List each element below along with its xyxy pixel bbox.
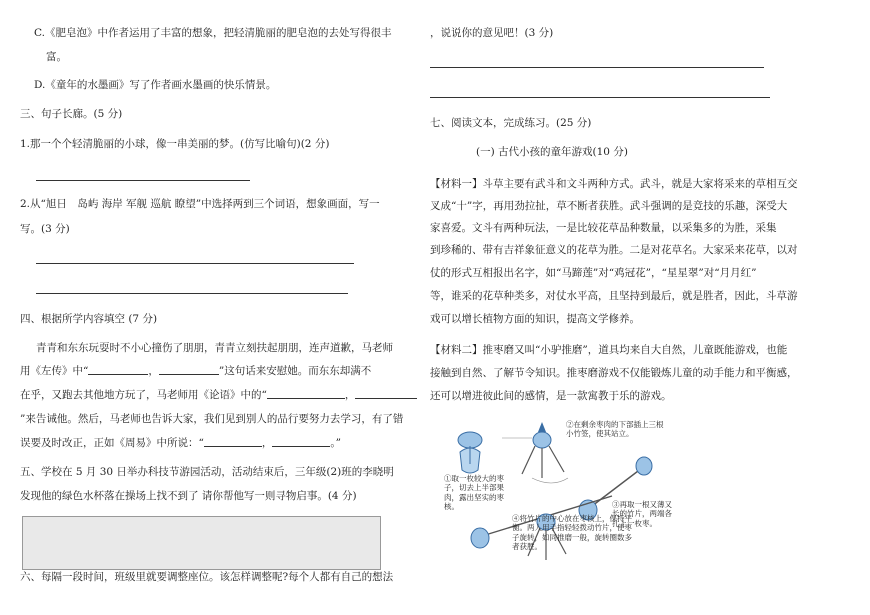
fill-blank-5[interactable] [204, 436, 262, 447]
figure-note-3: ③再取一根又薄又长的竹片，两端各扎上一枚枣。 [612, 500, 672, 528]
answer-box-notice[interactable] [22, 516, 381, 570]
fill-blank-4[interactable] [355, 388, 417, 399]
fill-blank-2[interactable] [159, 364, 219, 375]
material-1-line4: 到珍稀的、带有吉祥象征意义的花草为胜。二是对花草名。大家采来花草，以对 [430, 244, 798, 256]
figure-note-4: ④将竹片的中心放在枣核上，保持平衡。两人用手指轻轻拨动竹片，使枣子旋转，如同推磨一般，旋转圈数多者获胜。 [512, 514, 632, 552]
section-4-para-line5: 误要及时改正，正如《周易》中所说：“ ， 。” [20, 437, 341, 449]
section-3-q2-line2: 写。(3 分) [20, 223, 70, 235]
material-1-line3: 家喜爱。文斗有两种玩法，一是比较花草品种数量，以采集多的为胜，采集 [430, 222, 777, 234]
answer-line-q1[interactable] [36, 180, 250, 181]
section-6-line2: ，说说你的意见吧！(3 分) [430, 27, 554, 39]
section-4-para-line3: 在乎，又跑去其他地方玩了，马老师用《论语》中的“ ， [20, 388, 417, 402]
fill-blank-3[interactable] [267, 388, 345, 399]
section-3-q1: 1.那一个个轻清脆丽的小球，像一串美丽的梦。(仿写比喻句)(2 分) [20, 138, 330, 150]
answer-line-q2-2[interactable] [36, 293, 348, 294]
figure-note-2: ②在剩余枣肉的下部插上三根小竹签，使其站立。 [566, 420, 664, 439]
option-d: D.《童年的水墨画》写了作者画水墨画的快乐情景。 [34, 79, 277, 91]
section-5-line1: 五、学校在 5 月 30 日举办科技节游园活动，活动结束后，三年级(2)班的李晓明 [20, 466, 394, 478]
section-3-title: 三、句子长廊。(5 分) [20, 108, 123, 120]
section-7-title: 七、阅读文本，完成练习。(25 分) [430, 117, 592, 129]
option-c-line1: C.《肥皂泡》中作者运用了丰富的想象，把轻清脆丽的肥皂泡的去处写得很丰 [34, 27, 392, 39]
figure-note-1: ①取一枚较大的枣子，切去上半部果肉，露出坚实的枣核。 [444, 474, 504, 512]
fill-blank-1[interactable] [88, 364, 148, 375]
section-4-title: 四、根据所学内容填空 (7 分) [20, 313, 158, 325]
section-3-q2-line1: 2.从“旭日 岛屿 海岸 军舰 巡航 瞭望”中选择两到三个词语，想象画面，写一 [20, 198, 380, 210]
section-4-para-line4: ”来告诫他。然后，马老师也告诉大家，我们见到别人的品行要努力去学习，有了错 [20, 413, 404, 425]
section-6-line1: 六、每隔一段时间，班级里就要调整座位。该怎样调整呢?每个人都有自己的想法 [20, 571, 394, 583]
material-1-line5: 仗的形式互相报出名字，如“马蹄莲”对“鸡冠花”，“星星翠”对“月月红” [430, 267, 757, 279]
section-5-line2: 发现他的绿色水杯落在操场上找不到了 请你帮他写一则寻物启事。(4 分) [20, 490, 357, 502]
material-1-line1: 【材料一】斗草主要有武斗和文斗两种方式。武斗，就是大家将采来的草相互交 [430, 178, 798, 190]
option-c-line2: 富。 [46, 51, 67, 63]
subsection-1-title: (一) 古代小孩的童年游戏(10 分) [476, 146, 628, 158]
fill-blank-6[interactable] [272, 436, 330, 447]
jujube-mill-illustration [442, 418, 674, 578]
material-1-line6: 等，谁采的花草种类多，对仗水平高，且坚持到最后，就是胜者，因此，斗草游 [430, 290, 798, 302]
answer-line-s6-2[interactable] [430, 97, 770, 98]
material-1-line2: 叉成“十”字，再用劲拉扯，草不断者获胜。武斗强调的是竞技的乐趣，深受大 [430, 200, 788, 212]
material-2-line2: 接触到自然、了解节令知识。推枣磨游戏不仅能锻炼儿童的动手能力和平衡感， [430, 367, 798, 379]
material-2-line3: 还可以增进彼此间的感情，是一款寓教于乐的游戏。 [430, 390, 672, 402]
material-1-line7: 戏可以增长植物方面的知识，提高文学修养。 [430, 313, 640, 325]
answer-line-q2-1[interactable] [36, 263, 354, 264]
section-4-para-line1: 青青和东东玩耍时不小心撞伤了朋朋，青青立刻扶起朋朋，连声道歉，马老师 [36, 342, 393, 354]
answer-line-s6-1[interactable] [430, 67, 764, 68]
material-2-line1: 【材料二】推枣磨又叫“小驴推磨”，道具均来自大自然，儿童既能游戏，也能 [430, 344, 788, 356]
section-4-para-line2: 用《左传》中“ ， ”这句话来安慰她。而东东却满不 [20, 365, 372, 377]
